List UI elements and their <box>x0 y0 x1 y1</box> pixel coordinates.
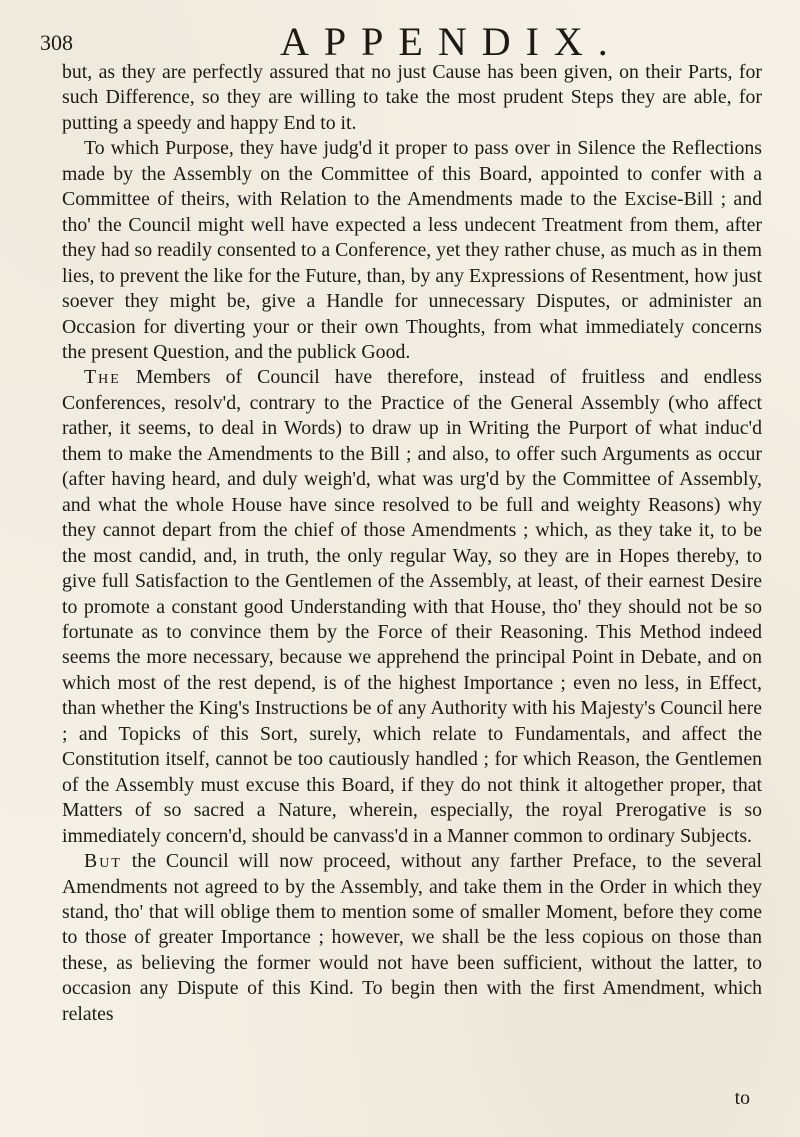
paragraph-3-lead: The <box>84 366 121 389</box>
paragraph-4-text: the Council will now proceed, without any farther Preface, to the several Amendments not agreed to by the Assembly, and take them in the Order in which they stand, tho' that will oblige them to mention some of smaller Moment, before they come to those of greater Importance ; however, we shall be the less copious on those than these, as believing the former would not have been sufficient, without the latter, to occasion any Dispute of this Kind. To begin then with the first Amendment, which relates <box>62 850 762 1025</box>
paragraph-4-lead: But <box>84 850 122 873</box>
paragraph-3-text: Members of Council have therefore, instead of fruitless and endless Conferences, resolv'd, contrary to the Practice of the General Assembly (who affect rather, it seems, to deal in Words) to draw up in Writing the Purport of what induc'd them to make the Amendments to the Bill ; and also, to offer such Arguments as occur (after having heard, and duly weigh'd, what was urg'd by the Committee of Assembly, and what the whole House have since resolved to be full and weighty Reasons) why they cannot depart from the chief of those Amendments ; which, as they take it, to be the most candid, and, in truth, the only regular Way, so they are in Hopes thereby, to give full Satisfaction to the Gentlemen of the Assembly, at least, of their earnest Desire to promote a constant good Understanding with that House, tho' they should not be so fortunate as to convince them by the Force of their Reasoning. This Method indeed seems the more necessary, because we apprehend the principal Point in Debate, and on which most of the rest depend, is of the highest Importance ; even no less, in Effect, than whether the King's Instructions be of any Authority with his Majesty's Council here ; and Topicks of this Sort, surely, which relate to Fundamentals, and affect the Constitution itself, cannot be too cautiously handled ; for which Reason, the Gentlemen of the Assembly must excuse this Board, if they do not think it altogether proper, that Matters of so sacred a Nature, wherein, especially, the royal Prerogative is so immediately concern'd, should be canvass'd in a Manner common to ordinary Subjects. <box>62 366 762 847</box>
paragraph-4 <box>62 849 762 1027</box>
paragraph-1-text: but, as they are perfectly assured that no just Cause has been given, on their Parts, for such Difference, so they are willing to take the most prudent Steps they are able, for putting a speedy and happy End to it. <box>62 61 762 134</box>
body-text <box>62 60 762 1027</box>
paragraph-3 <box>62 365 762 849</box>
catchword: to <box>734 1087 750 1109</box>
page-number: 308 <box>40 30 73 55</box>
paragraph-2-text: To which Purpose, they have judg'd it proper to pass over in Silence the Reflections made by the Assembly on the Committee of this Board, appointed to confer with a Committee of theirs, with Relation to the Amendments made to the Excise-Bill ; and tho' the Council might well have expected a less undecent Treatment from them, after they had so readily consented to a Conference, yet they rather chuse, as much as in them lies, to prevent the like for the Future, than, by any Expressions of Resentment, how just soever they might be, give a Handle for unnecessary Disputes, or administer an Occasion for diverting your or their own Thoughts, from what immediately concerns the present Question, and the publick Good. <box>62 137 762 363</box>
paragraph-2 <box>62 136 762 365</box>
running-head: APPENDIX. <box>280 19 623 64</box>
paragraph-1 <box>62 60 762 136</box>
page-header <box>40 18 760 66</box>
